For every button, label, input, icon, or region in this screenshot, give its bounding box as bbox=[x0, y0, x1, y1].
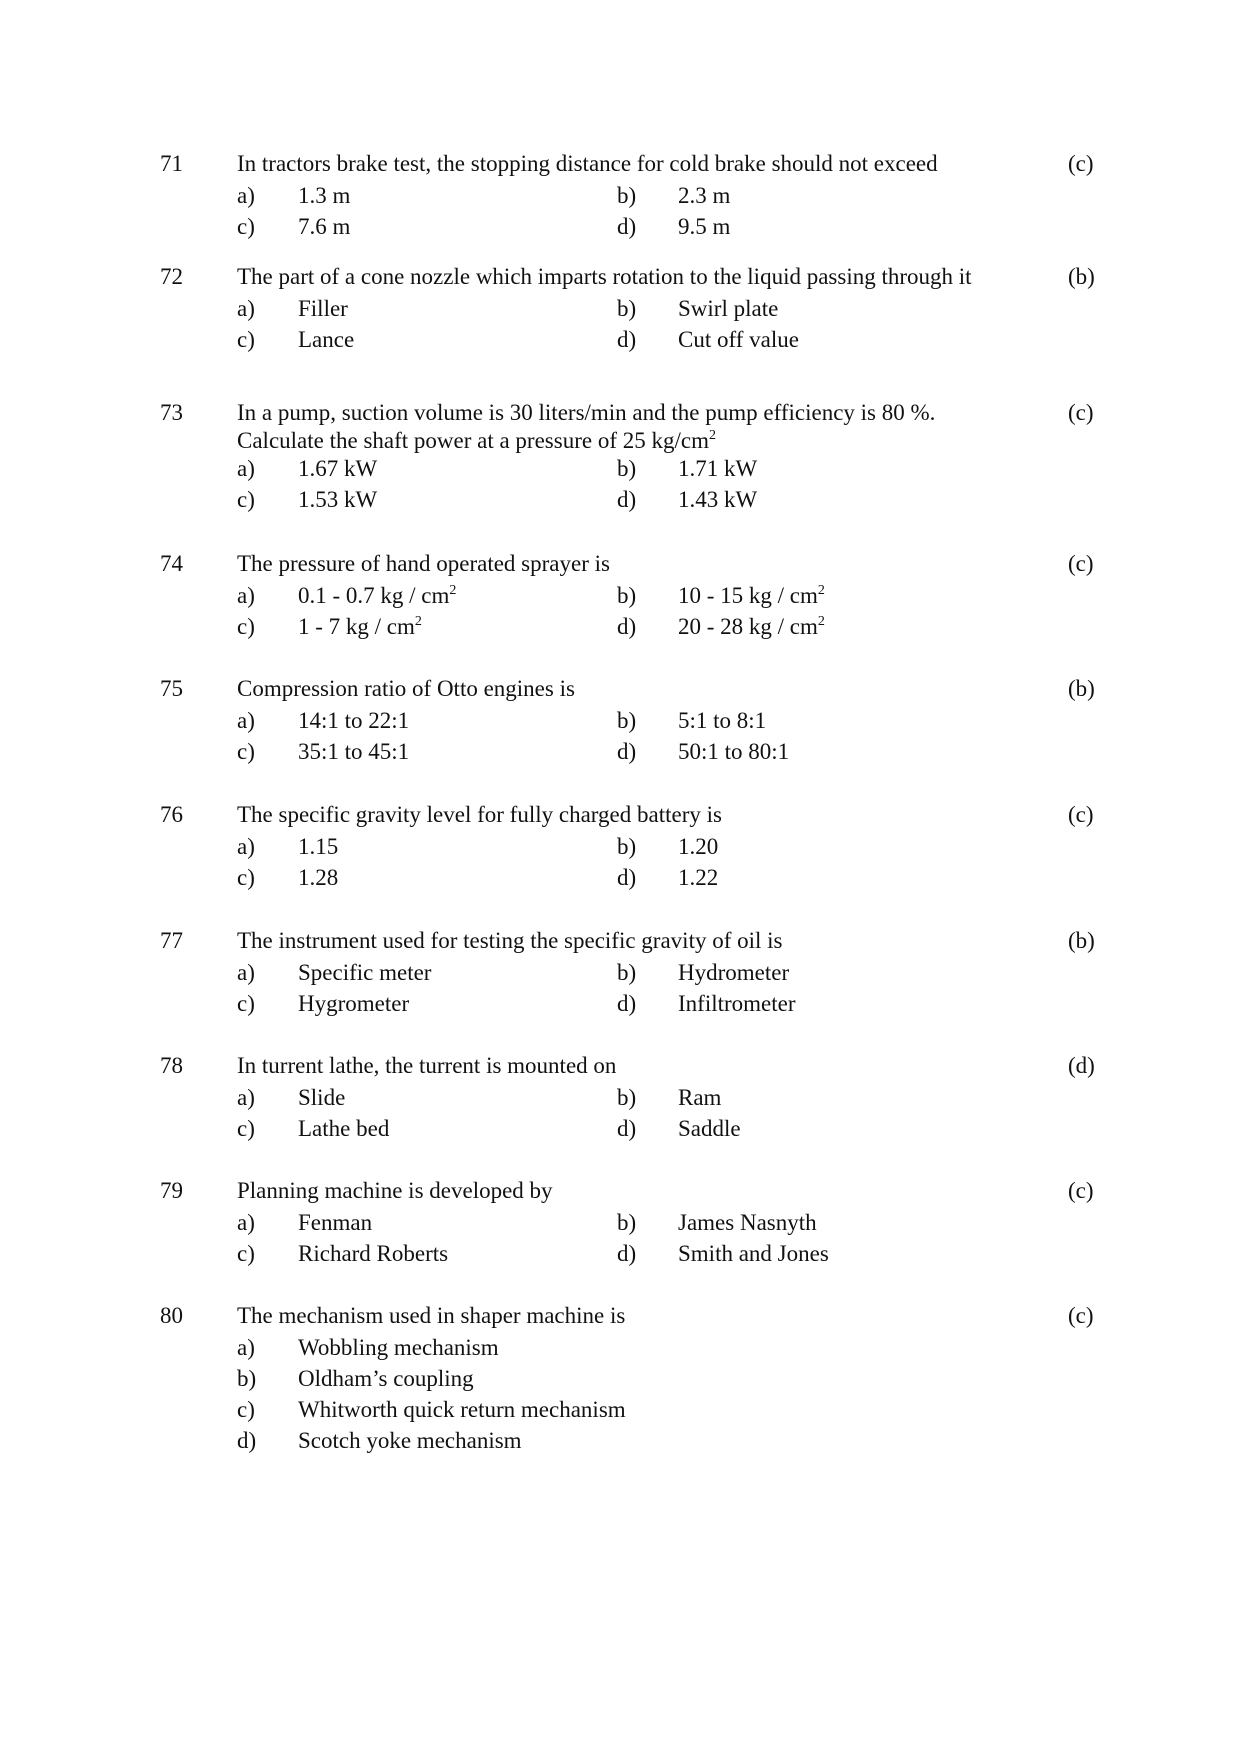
option-letter: a) bbox=[237, 834, 255, 859]
answer-key: (c) bbox=[1068, 400, 1094, 425]
answer-key: (c) bbox=[1068, 802, 1094, 827]
question-number: 75 bbox=[160, 676, 183, 701]
option-text: 0.1 - 0.7 kg / $cm^2$ bbox=[298, 583, 457, 608]
option-row bbox=[0, 1363, 1241, 1394]
option-text: Hygrometer bbox=[298, 991, 410, 1016]
option-letter: c) bbox=[237, 214, 255, 239]
option-letter: d) bbox=[617, 327, 637, 352]
option-row bbox=[0, 705, 1241, 736]
option-letter: a) bbox=[237, 183, 255, 208]
option-letter: a) bbox=[237, 708, 255, 733]
question-text-line2: Calculate the shaft power at a pressure of 25 $kg/cm^2$ bbox=[237, 428, 716, 453]
option-text: 50:1 to 80:1 bbox=[678, 739, 790, 764]
option-text: 7.6 m bbox=[298, 214, 351, 239]
option-letter: c) bbox=[237, 739, 255, 764]
superscript: 2 bbox=[817, 614, 825, 629]
option-row bbox=[0, 1332, 1241, 1363]
question-text: The instrument used for testing the specific gravity of oil is bbox=[237, 928, 783, 953]
option-letter: d) bbox=[617, 739, 637, 764]
option-letter: b) bbox=[617, 834, 637, 859]
question-number: 71 bbox=[160, 151, 183, 176]
option-row bbox=[0, 180, 1241, 211]
option-letter: a) bbox=[237, 960, 255, 985]
question-number: 78 bbox=[160, 1053, 183, 1078]
question-number: 74 bbox=[160, 551, 183, 576]
option-letter: d) bbox=[617, 1241, 637, 1266]
superscript: 2 bbox=[449, 583, 457, 598]
answer-key: (c) bbox=[1068, 151, 1094, 176]
superscript: 2 bbox=[817, 583, 825, 598]
question-73 bbox=[0, 397, 1241, 516]
option-letter: b) bbox=[237, 1366, 257, 1391]
option-text: 5:1 to 8:1 bbox=[678, 708, 767, 733]
option-row bbox=[0, 211, 1241, 242]
option-row bbox=[0, 1207, 1241, 1238]
option-row bbox=[0, 736, 1241, 767]
option-text: 10 - 15 kg / $cm^2$ bbox=[678, 583, 825, 608]
option-letter: d) bbox=[617, 1116, 637, 1141]
option-text: Infiltrometer bbox=[678, 991, 796, 1016]
option-text: 1.43 kW bbox=[678, 487, 758, 512]
option-text: Saddle bbox=[678, 1116, 741, 1141]
option-text: 1.53 kW bbox=[298, 487, 378, 512]
question-text: The pressure of hand operated sprayer is bbox=[237, 551, 610, 576]
question-77 bbox=[0, 925, 1241, 1019]
question-number: 80 bbox=[160, 1303, 183, 1328]
question-text: Compression ratio of Otto engines is bbox=[237, 676, 575, 701]
question-71 bbox=[0, 148, 1241, 242]
superscript: 2 bbox=[414, 614, 422, 629]
option-letter: d) bbox=[617, 991, 637, 1016]
question-78 bbox=[0, 1050, 1241, 1144]
option-text: 35:1 to 45:1 bbox=[298, 739, 410, 764]
option-letter: a) bbox=[237, 1085, 255, 1110]
option-text: Richard Roberts bbox=[298, 1241, 449, 1266]
option-text: Oldham’s coupling bbox=[298, 1366, 474, 1391]
question-76 bbox=[0, 799, 1241, 893]
option-row bbox=[0, 611, 1241, 642]
option-row bbox=[0, 831, 1241, 862]
option-letter: d) bbox=[617, 214, 637, 239]
superscript: 2 bbox=[708, 428, 716, 443]
option-text: 1.67 kW bbox=[298, 456, 378, 481]
option-letter: b) bbox=[617, 296, 637, 321]
option-text: 14:1 to 22:1 bbox=[298, 708, 410, 733]
option-letter: b) bbox=[617, 1085, 637, 1110]
option-letter: a) bbox=[237, 296, 255, 321]
option-text: Ram bbox=[678, 1085, 722, 1110]
option-text: Hydrometer bbox=[678, 960, 790, 985]
question-80 bbox=[0, 1300, 1241, 1456]
option-row bbox=[0, 862, 1241, 893]
option-row bbox=[0, 484, 1241, 516]
option-text: Lance bbox=[298, 327, 355, 352]
question-number: 79 bbox=[160, 1178, 183, 1203]
option-letter: b) bbox=[617, 1210, 637, 1235]
question-72 bbox=[0, 261, 1241, 355]
option-text: 1.3 m bbox=[298, 183, 351, 208]
answer-key: (b) bbox=[1068, 676, 1095, 701]
option-letter: c) bbox=[237, 327, 255, 352]
option-text: 1.22 bbox=[678, 865, 719, 890]
option-text: Cut off value bbox=[678, 327, 799, 352]
option-row bbox=[0, 988, 1241, 1019]
option-letter: c) bbox=[237, 991, 255, 1016]
option-row bbox=[0, 957, 1241, 988]
option-text: Smith and Jones bbox=[678, 1241, 829, 1266]
option-letter: c) bbox=[237, 487, 255, 512]
answer-key: (c) bbox=[1068, 1303, 1094, 1328]
answer-key: (b) bbox=[1068, 928, 1095, 953]
option-row bbox=[0, 1082, 1241, 1113]
option-row bbox=[0, 1425, 1241, 1456]
question-74 bbox=[0, 548, 1241, 642]
option-text: Filler bbox=[298, 296, 348, 321]
option-letter: d) bbox=[617, 487, 637, 512]
question-number: 73 bbox=[160, 400, 183, 425]
option-text: Lathe bed bbox=[298, 1116, 390, 1141]
question-text: In tractors brake test, the stopping distance for cold brake should not exceed bbox=[237, 151, 938, 176]
answer-key: (d) bbox=[1068, 1053, 1095, 1078]
option-row bbox=[0, 324, 1241, 355]
option-text: 2.3 m bbox=[678, 183, 731, 208]
option-letter: a) bbox=[237, 1335, 255, 1360]
option-text: 1 - 7 kg / $cm^2$ bbox=[298, 614, 422, 639]
option-letter: b) bbox=[617, 960, 637, 985]
question-text: The part of a cone nozzle which imparts rotation to the liquid passing through it bbox=[237, 264, 972, 289]
question-number: 76 bbox=[160, 802, 183, 827]
question-text: Planning machine is developed by bbox=[237, 1178, 553, 1203]
question-75 bbox=[0, 673, 1241, 767]
answer-key: (c) bbox=[1068, 1178, 1094, 1203]
option-row bbox=[0, 1238, 1241, 1269]
option-text: 9.5 m bbox=[678, 214, 731, 239]
option-letter: d) bbox=[237, 1428, 257, 1453]
option-text: Whitworth quick return mechanism bbox=[298, 1397, 626, 1422]
option-letter: b) bbox=[617, 183, 637, 208]
question-79 bbox=[0, 1175, 1241, 1269]
option-letter: c) bbox=[237, 1397, 255, 1422]
option-letter: a) bbox=[237, 583, 255, 608]
option-row bbox=[0, 1394, 1241, 1425]
option-letter: b) bbox=[617, 456, 637, 481]
option-letter: b) bbox=[617, 583, 637, 608]
option-text: Swirl plate bbox=[678, 296, 779, 321]
option-letter: d) bbox=[617, 614, 637, 639]
question-number: 77 bbox=[160, 928, 183, 953]
option-text: Wobbling mechanism bbox=[298, 1335, 499, 1360]
option-letter: d) bbox=[617, 865, 637, 890]
option-letter: a) bbox=[237, 1210, 255, 1235]
question-text: The specific gravity level for fully charged battery is bbox=[237, 802, 722, 827]
option-row bbox=[0, 453, 1241, 484]
option-text: James Nasnyth bbox=[678, 1210, 817, 1235]
question-text: The mechanism used in shaper machine is bbox=[237, 1303, 626, 1328]
option-row bbox=[0, 1113, 1241, 1144]
option-text: Fenman bbox=[298, 1210, 373, 1235]
option-text: 1.15 bbox=[298, 834, 339, 859]
option-letter: a) bbox=[237, 456, 255, 481]
option-text: 20 - 28 kg / $cm^2$ bbox=[678, 614, 825, 639]
option-letter: c) bbox=[237, 865, 255, 890]
answer-key: (b) bbox=[1068, 264, 1095, 289]
question-number: 72 bbox=[160, 264, 183, 289]
option-text: 1.28 bbox=[298, 865, 339, 890]
question-text-line1: In a pump, suction volume is 30 liters/min and the pump efficiency is 80 %. bbox=[237, 400, 936, 425]
option-row bbox=[0, 293, 1241, 324]
option-text: Scotch yoke mechanism bbox=[298, 1428, 522, 1453]
option-text: 1.20 bbox=[678, 834, 719, 859]
option-letter: c) bbox=[237, 614, 255, 639]
question-text: In turrent lathe, the turrent is mounted on bbox=[237, 1053, 617, 1078]
option-text: Slide bbox=[298, 1085, 346, 1110]
option-letter: b) bbox=[617, 708, 637, 733]
option-letter: c) bbox=[237, 1241, 255, 1266]
option-row bbox=[0, 580, 1241, 611]
option-text: 1.71 kW bbox=[678, 456, 758, 481]
option-text: Specific meter bbox=[298, 960, 432, 985]
option-letter: c) bbox=[237, 1116, 255, 1141]
answer-key: (c) bbox=[1068, 551, 1094, 576]
